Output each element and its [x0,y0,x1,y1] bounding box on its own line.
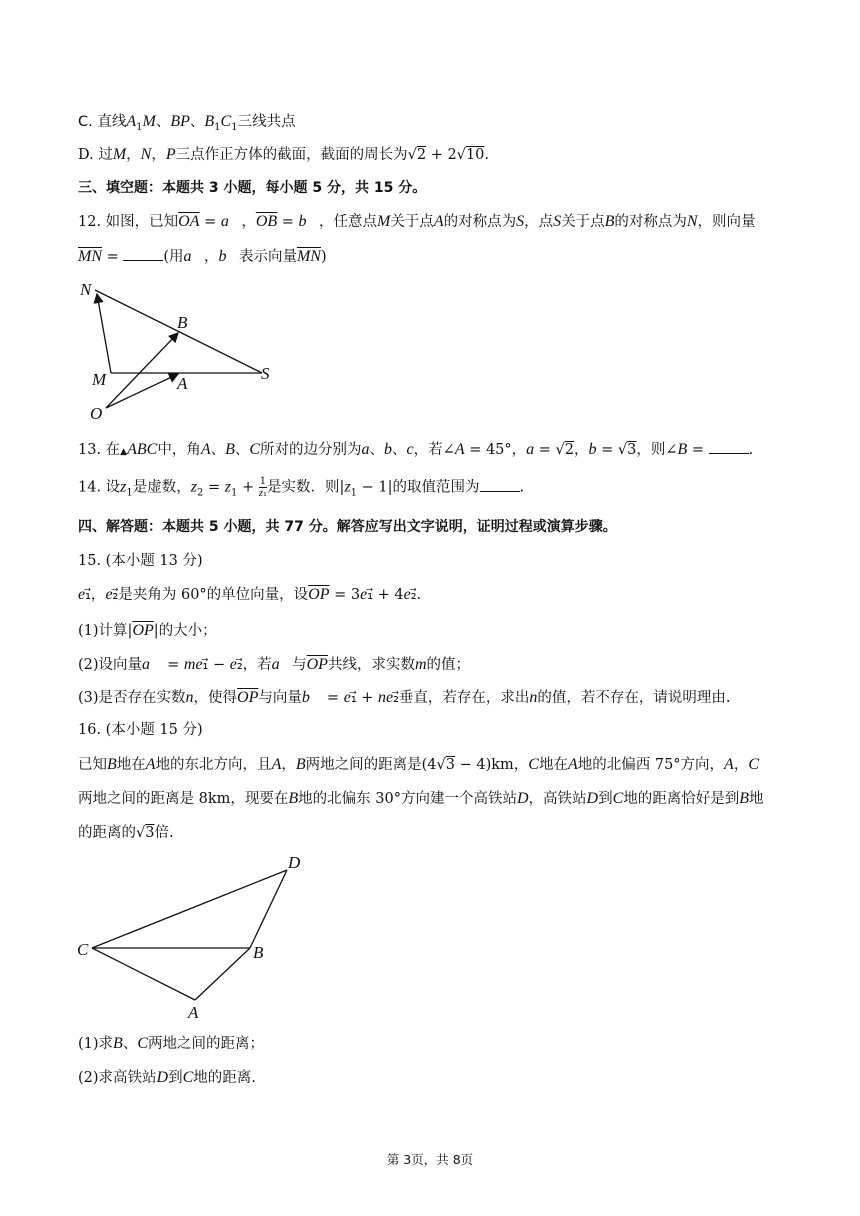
question-16-part2: (2)求高铁站D到C地的距离. [78,1069,256,1086]
label-b: B [253,943,264,962]
label-c: C [77,940,89,959]
page-footer: 第 3页，共 8页 [386,1152,474,1167]
question-16-line1: 已知B地在A地的东北方向，且A，B两地之间的距离是(4√3 − 4)km，C地在A地的北偏西 75°方向，A，C [78,756,759,773]
segment-cd [92,870,287,948]
question-15-part2: (2)设向量a⃗ = me₁⃗ − e₂⃗，若a⃗与$\overline{OP}$共线，求实数m的值； [78,656,471,673]
question-16-part1: (1)求B、C两地之间的距离； [78,1035,264,1052]
triangle-figure [74,850,314,1020]
label-o: O [90,404,103,423]
label-a: A [177,374,188,393]
vector-oa [106,374,178,408]
label-d: D [288,853,301,872]
option-d: D. 过M，N，P三点作正方体的截面，截面的周长为√2 + 2√10. [78,146,489,163]
question-15-header: 15. (本小题 13 分) [78,553,203,569]
vector-ob [106,333,178,408]
option-c: C. 直线$A_1M$、BP、$B_1C_1$三线共点 [78,113,296,133]
vector-mn [97,294,111,373]
question-16-header: 16. (本小题 15 分) [78,722,203,738]
section-4-heading: 四、解答题：本题共 5 小题，共 77 分。解答应写出文字说明，证明过程或演算步骤。 [78,519,617,535]
label-m: M [92,370,107,389]
question-12-line2: $\overline{MN}$ = (用a⃗，b⃗表示向量$\overline{MN}$) [78,248,327,265]
vector-figure [78,278,278,428]
section-3-heading: 三、填空题：本题共 3 小题，每小题 5 分，共 15 分。 [78,180,427,196]
label-a: A [188,1003,199,1020]
question-12-line1: 12. 如图，已知$\overline{OA}$ = a⃗，$\overline{OB}$ = b⃗，任意点M关于点A的对称点为S，点S关于点B的对称点为N，则向量 [78,213,756,230]
question-13: 13. 在▲ABC中，角A、B、C所对的边分别为a、b、c，若∠A = 45°，a = √2，b = √3，则∠B = . [78,441,754,458]
question-16-line3: 的距离的√3倍. [78,825,174,841]
label-b: B [177,313,188,332]
label-n: N [80,280,92,299]
question-14: 14. 设$z_1$是虚数，$z_2 = z_1$ + $\frac{1}{\text{z₁}}$ 是实数．则$|z_1 - 1|$的取值范围为 . [78,476,525,499]
label-s: S [261,364,270,383]
question-15-part3: (3)是否存在实数n，使得$\overline{OP}$与向量b⃗ = e₁⃗ + ne₂⃗垂直，若存在，求出n的值，若不存在，请说明理由. [78,689,731,706]
question-15-stem: e₁⃗，e₂⃗是夹角为 60°的单位向量，设$\overline{OP}$ = 3e₁⃗ + 4e₂⃗. [78,586,422,603]
segment-ab [195,948,250,1000]
segment-db [250,870,287,948]
question-15-part1: (1)计算$|\overline{OP}|$的大小； [78,622,217,639]
segment-ca [92,948,195,1000]
question-16-line2: 两地之间的距离是 8km，现要在B地的北偏东 30°方向建一个高铁站D，高铁站D到C地的距离恰好是到B地 [78,790,764,807]
